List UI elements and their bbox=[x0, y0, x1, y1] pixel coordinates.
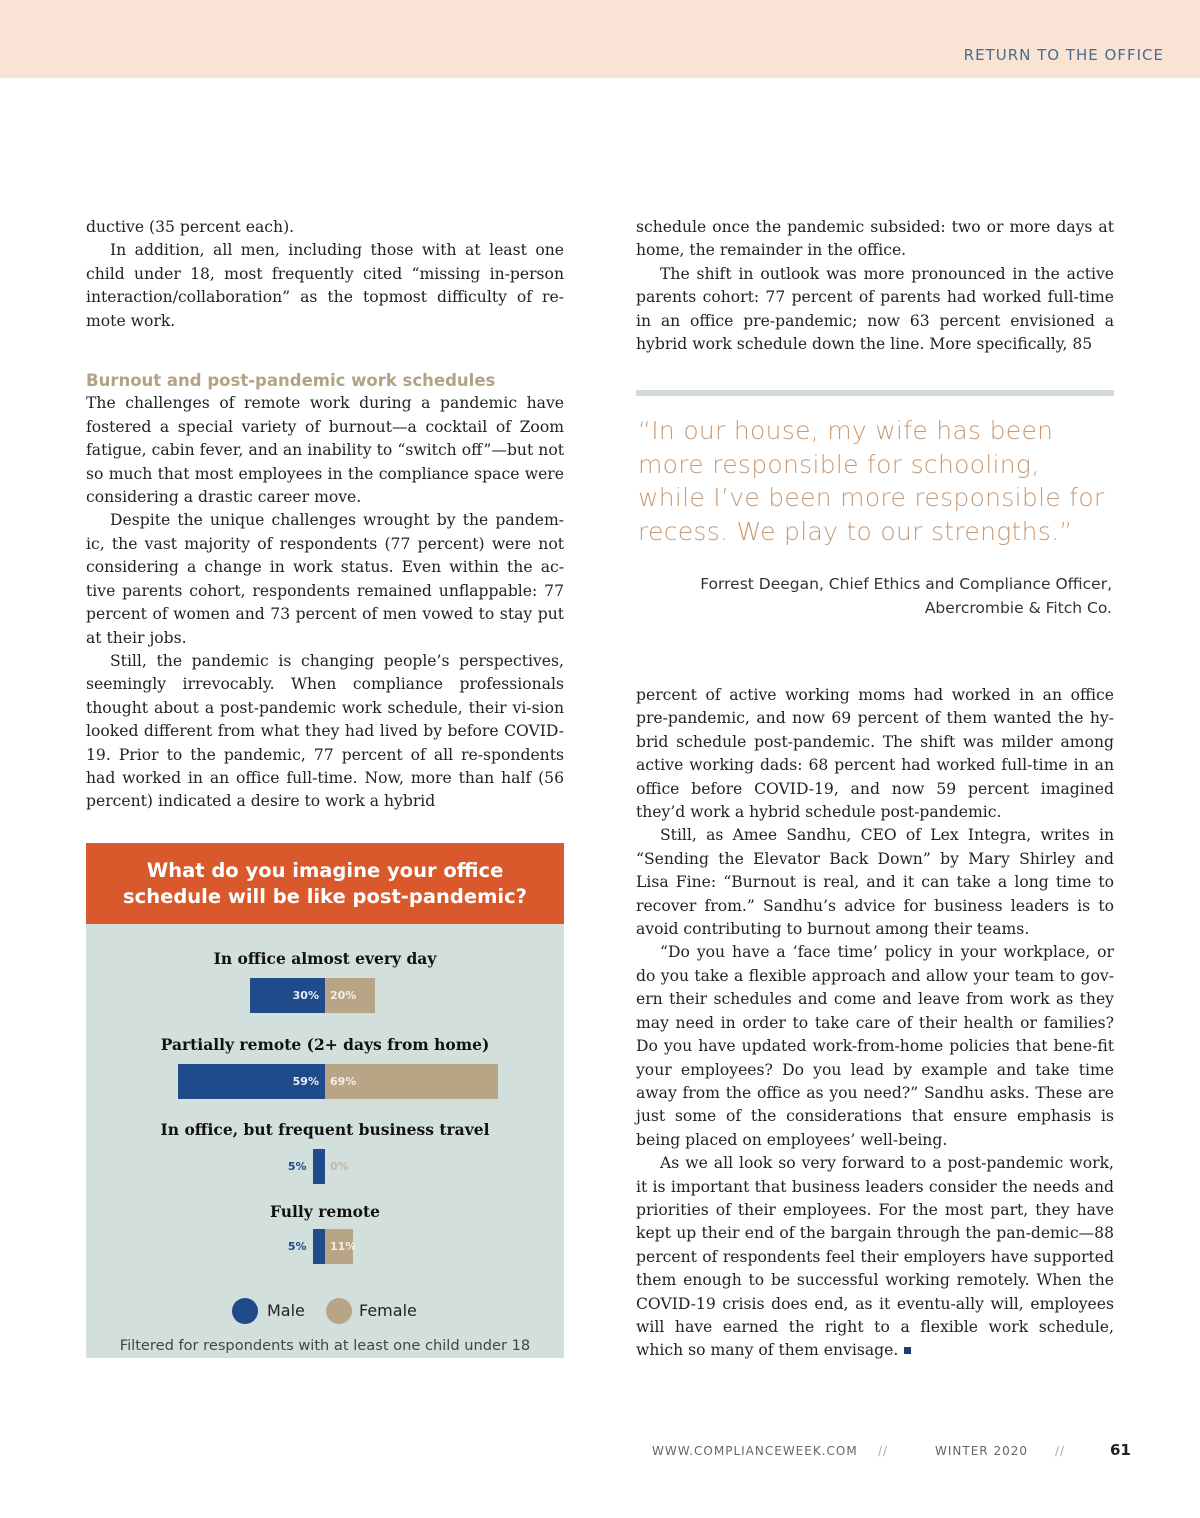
chart-title-line: What do you imagine your office bbox=[146, 858, 504, 882]
right-column-top bbox=[636, 216, 1114, 356]
paragraph: Despite the unique challenges wrought by the pandem-ic, the vast majority of respondents (77 percent) were not considering a change in work status. Even within the ac-tive parents cohort, respondents remained unflappable: 77 percent of women and 73 percent of men vowed to stay put at their jobs. bbox=[86, 511, 564, 647]
pullquote: “In our house, my wife has been more responsible for schooling, while I’ve been more responsible for recess. We play to our strengths.” bbox=[638, 416, 1105, 546]
bar-female-label: 11% bbox=[330, 1240, 357, 1253]
legend-male-swatch bbox=[232, 1298, 258, 1324]
bar-male-label: 5% bbox=[287, 1160, 307, 1173]
legend-female-label: Female bbox=[359, 1301, 417, 1320]
page-number: 61 bbox=[1110, 1441, 1131, 1459]
chart-note: Filtered for respondents with at least one child under 18 bbox=[119, 1337, 531, 1354]
survey-chart bbox=[86, 843, 564, 1358]
bar-female-label: 69% bbox=[330, 1075, 357, 1088]
legend-male-label: Male bbox=[267, 1301, 305, 1320]
right-column-bottom bbox=[636, 684, 1114, 1363]
footer-separator: // bbox=[1055, 1444, 1066, 1458]
paragraph: The shift in outlook was more pronounced in the active parents cohort: 77 percent of parents had worked full-time in an office pre-pandemic; now 63 percent envisioned a hybrid work schedule down the line. More specifically, 85 bbox=[636, 264, 1114, 354]
footer-issue: WINTER 2020 bbox=[935, 1444, 1028, 1458]
bar-male-label: 5% bbox=[287, 1240, 307, 1253]
chart-title bbox=[86, 843, 564, 924]
attribution-line: Abercrombie & Fitch Co. bbox=[924, 599, 1112, 617]
pullquote-rule bbox=[636, 390, 1114, 396]
bar-female-label: 20% bbox=[330, 989, 357, 1002]
paragraph: Still, as Amee Sandhu, CEO of Lex Integra, writes in “Sending the Elevator Back Down” by Mary Shirley and Lisa Fine: “Burnout is real, and it can take a long time to recover from.” Sandhu’s advice for business leaders is to avoid contributing to burnout among their teams. bbox=[636, 826, 1114, 939]
chart-title-line: schedule will be like post-pandemic? bbox=[123, 884, 527, 908]
paragraph: percent of active working moms had worked in an office pre-pandemic, and now 69 percent of them wanted the hy-brid schedule post-pandemic. The shift was milder among active working dads: 68 percent had worked full-time in an office before COVID-19, and now 59 percent imagined they’d work a hybrid schedule post-pandemic. bbox=[636, 686, 1114, 822]
paragraph: Still, the pandemic is changing people’s perspectives, seemingly irrevocably. When compliance professionals thought about a post-pandemic work schedule, their vi-sion looked different from what they had lived by before COVID-19. Prior to the pandemic, 77 percent of all re-spondents had worked in an office full-time. Now, more than half (56 percent) indicated a desire to work a hybrid bbox=[86, 651, 564, 811]
category-label: In office almost every day bbox=[213, 949, 437, 968]
end-mark-icon bbox=[904, 1347, 911, 1354]
paragraph: “Do you have a ‘face time’ policy in your workplace, or do you take a flexible approach and allow your team to gov-ern their schedules and come and leave from work as they may need in order to take care of their health or families? Do you have updated work-from-home policies that bene-fit your employees? Do you lead by example and take time away from the office as you need?” Sandhu asks. These are just some of the considerations that ensure emphasis is being placed on employees’ well-being. bbox=[636, 943, 1114, 1149]
pullquote-attribution bbox=[636, 572, 1112, 620]
attribution-line: Forrest Deegan, Chief Ethics and Compliance Officer, bbox=[700, 575, 1112, 593]
header-band bbox=[0, 0, 1200, 78]
paragraph: ductive (35 percent each). bbox=[86, 218, 295, 236]
paragraph-text: As we all look so very forward to a post-pandemic work, it is important that business leaders consider the needs and priorities of their employees. For the most part, they have kept up their end of the bargain through the pan-demic—88 percent of respondents feel their employers have supported them enough to be successful working remotely. When the COVID-19 crisis does end, as it eventu-ally will, employees will have earned the right to a flexible work schedule, which so many of them envisage. bbox=[636, 1154, 1114, 1360]
bar-male bbox=[313, 1229, 326, 1264]
paragraph bbox=[636, 1152, 1114, 1363]
bar-male bbox=[313, 1149, 326, 1184]
footer-separator: // bbox=[878, 1444, 889, 1458]
category-label: Partially remote (2+ days from home) bbox=[160, 1035, 490, 1054]
category-label: Fully remote bbox=[270, 1202, 380, 1221]
section-label: RETURN TO THE OFFICE bbox=[963, 46, 1164, 64]
bar-male-label: 30% bbox=[292, 989, 319, 1002]
subheading: Burnout and post-pandemic work schedules bbox=[86, 371, 496, 391]
footer-website: WWW.COMPLIANCEWEEK.COM bbox=[652, 1444, 858, 1458]
paragraph: The challenges of remote work during a pandemic have fostered a special variety of burnout—a cocktail of Zoom fatigue, cabin fever, and an inability to “switch off”—but not so much that most employees in the compliance space were considering a drastic career move. bbox=[86, 394, 564, 507]
bar-male-label: 59% bbox=[292, 1075, 319, 1088]
bar-female-label: 0% bbox=[330, 1160, 349, 1173]
left-column bbox=[86, 216, 564, 814]
paragraph: In addition, all men, including those with at least one child under 18, most frequently cited “missing in-person interaction/collaboration” as the topmost difficulty of re-mote work. bbox=[86, 241, 564, 330]
legend-female-swatch bbox=[326, 1298, 352, 1324]
chart-legend bbox=[86, 1298, 564, 1326]
paragraph: schedule once the pandemic subsided: two or more days at home, the remainder in the office. bbox=[636, 218, 1114, 260]
category-label: In office, but frequent business travel bbox=[160, 1120, 490, 1139]
